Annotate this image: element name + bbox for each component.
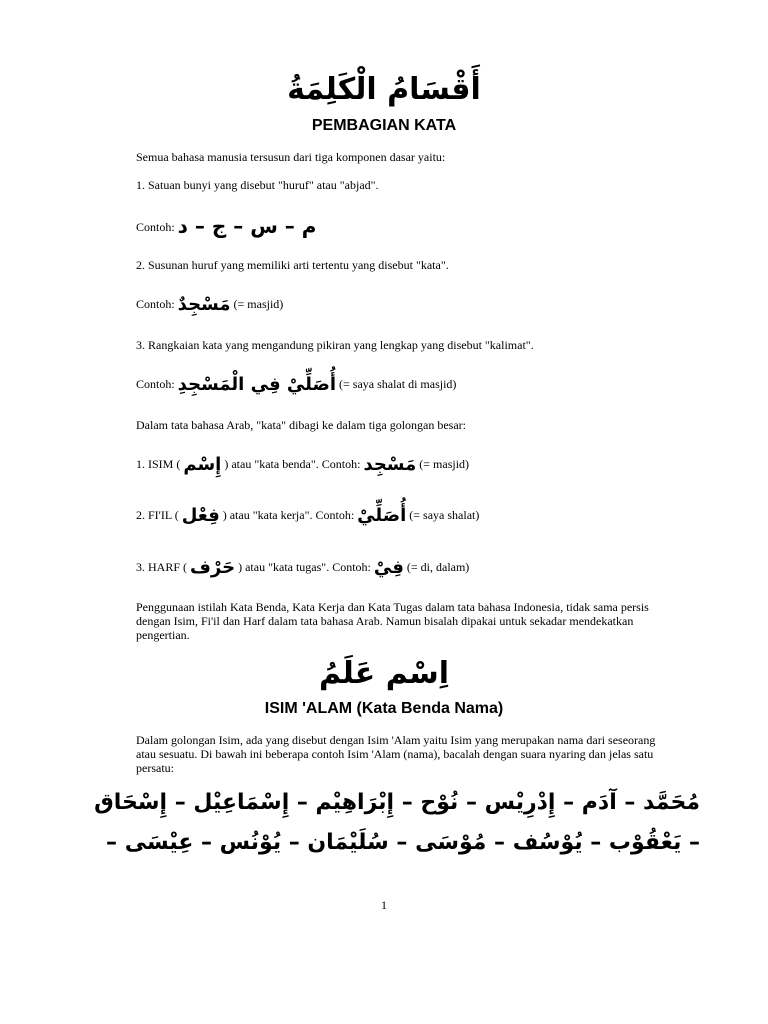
contoh-label: Contoh: — [136, 377, 175, 391]
section-2-title-arabic: اِسْم عَلَمُ — [318, 656, 450, 691]
division-3-term-arabic: حَرْف — [190, 557, 236, 578]
division-3-mid: ) atau "kata tugas". Contoh: — [238, 560, 371, 574]
page-title: PEMBAGIAN KATA — [311, 117, 457, 134]
division-1-term-arabic: إِسْم — [183, 454, 222, 475]
example-1-arabic: م – س – ج – د — [177, 214, 317, 238]
division-3-gloss: (= di, dalam) — [406, 560, 470, 574]
division-2-mid: ) atau "kata kerja". Contoh: — [222, 508, 355, 522]
example-3 — [136, 374, 456, 395]
division-1-prefix: 1. ISIM ( — [136, 457, 181, 471]
division-3-example-arabic: فِيْ — [373, 557, 404, 578]
division-2-term-arabic: فِعْل — [181, 505, 220, 526]
example-2-gloss: (= masjid) — [233, 297, 284, 311]
intro-text: Semua bahasa manusia tersusun dari tiga komponen dasar yaitu: — [136, 150, 446, 164]
title-arabic: أَقْسَامُ الْكَلِمَةُ — [287, 72, 481, 107]
division-3-prefix: 3. HARF ( — [136, 560, 188, 574]
contoh-label: Contoh: — [136, 297, 175, 311]
section-2-title: ISIM 'ALAM (Kata Benda Nama) — [264, 700, 504, 717]
division-2-prefix: 2. FI'IL ( — [136, 508, 179, 522]
division-1-gloss: (= masjid) — [419, 457, 470, 471]
example-3-arabic: أُصَلِّيْ فِي الْمَسْجِدِ — [177, 374, 337, 395]
page-number: 1 — [381, 898, 387, 912]
example-2 — [136, 294, 283, 315]
example-3-gloss: (= saya shalat di masjid) — [339, 377, 457, 391]
contoh-label: Contoh: — [136, 220, 175, 234]
section-2-paragraph: Dalam golongan Isim, ada yang disebut dengan Isim 'Alam yaitu Isim yang merupakan nama dari seseorang atau sesuatu. Di bawah ini beberapa contoh Isim 'Alam (nama), bacalah dengan suara nyaring dan jelas satu persatu: — [136, 733, 656, 775]
item-1-text: 1. Satuan bunyi yang disebut "huruf" atau "abjad". — [136, 178, 379, 192]
division-2-example-arabic: أُصَلِّيْ — [357, 505, 407, 526]
note-paragraph: Penggunaan istilah Kata Benda, Kata Kerja dan Kata Tugas dalam tata bahasa Indonesia, tidak sama persis dengan Isim, Fi'il dan Harf dalam tata bahasa Arab. Namun bisalah dipakai untuk sekadar mendekatkan pengertian. — [136, 600, 649, 642]
division-2 — [136, 505, 479, 526]
example-2-arabic: مَسْجِدٌ — [177, 294, 231, 315]
names-line-2: – يَعْقُوْب – يُوْسُف – مُوْسَى – سُلَيْمَان – يُوْنُس – عِيْسَى – — [106, 830, 700, 855]
division-intro: Dalam tata bahasa Arab, "kata" dibagi ke dalam tiga golongan besar: — [136, 418, 467, 432]
division-2-gloss: (= saya shalat) — [409, 508, 480, 522]
item-3-text: 3. Rangkaian kata yang mengandung pikiran yang lengkap yang disebut "kalimat". — [136, 338, 534, 352]
division-1-example-arabic: مَسْجِد — [363, 454, 417, 475]
example-1 — [136, 214, 316, 238]
division-1-mid: ) atau "kata benda". Contoh: — [224, 457, 361, 471]
division-3 — [136, 557, 469, 578]
item-2-text: 2. Susunan huruf yang memiliki arti tertentu yang disebut "kata". — [136, 258, 449, 272]
division-1 — [136, 454, 469, 475]
names-line-1: مُحَمَّد – آدَم – إِدْرِيْس – نُوْح – إِبْرَاهِيْم – إِسْمَاعِيْل – إِسْحَاق — [94, 790, 700, 815]
